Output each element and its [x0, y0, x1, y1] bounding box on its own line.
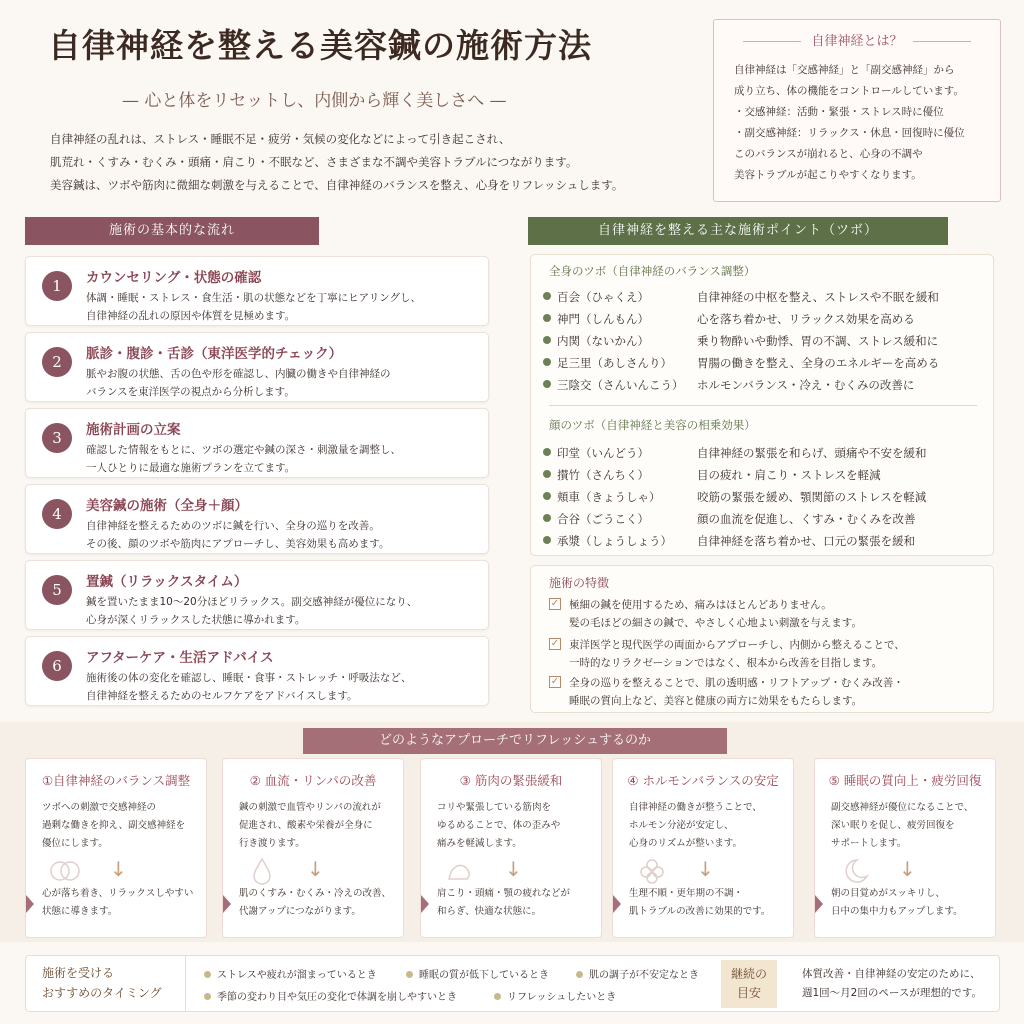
result-line: 肌トラブルの改善に効果的です。 [629, 906, 771, 917]
step-desc-line: 自律神経を整えるためのセルフケアをアドバイスします。 [86, 690, 358, 702]
body-point-row [543, 375, 914, 395]
body-points-heading: 全身のツボ（自律神経のバランス調整） [549, 264, 756, 278]
approach-card-desc [437, 799, 560, 853]
flow-step [25, 484, 489, 554]
step-title: 脈診・腹診・舌診（東洋医学的チェック） [86, 346, 343, 362]
result-line: 生理不順・更年期の不調・ [629, 888, 744, 899]
step-desc-line: 確認した情報をもとに、ツボの選定や鍼の深さ・刺激量を調整し、 [86, 444, 401, 456]
point-desc: 咬筋の緊張を緩め、顎関節のストレスを軽減 [697, 490, 927, 504]
timing-label-line: 施術を受ける [42, 966, 115, 980]
bullet-icon [543, 514, 551, 522]
approach-heading: どのようなアプローチでリフレッシュするのか [303, 728, 727, 754]
desc-line: 心身のリズムが整います。 [629, 838, 743, 849]
flow-step [25, 636, 489, 706]
step-desc-line: 自律神経を整えるためのツボに鍼を行い、全身の巡りを改善。 [86, 520, 380, 532]
desc-line: コリや緊張している筋肉を [437, 802, 552, 813]
bullet-icon [406, 971, 413, 978]
feature-line: 東洋医学と現代医学の両面からアプローチし、内側から整えることで、 [569, 639, 905, 651]
desc-line: 痛みを軽減します。 [437, 838, 522, 849]
approach-card-title: ④ ホルモンバランスの安定 [627, 773, 779, 788]
arrow-down-icon: ↓ [505, 857, 522, 881]
moon-icon [837, 857, 871, 885]
bullet-icon [543, 380, 551, 388]
flower-icon [635, 857, 669, 885]
drop-icon [245, 857, 279, 885]
approach-card [222, 758, 404, 938]
result-line: 和らぎ、快適な状態に。 [437, 906, 542, 917]
point-name: 足三里（あしさんり） [557, 356, 672, 370]
face-point-row [543, 531, 915, 551]
point-desc: ホルモンバランス・冷え・むくみの改善に [697, 378, 915, 392]
marker-icon [421, 895, 429, 913]
step-desc-line: 自律神経の乱れの原因や体質を見極めます。 [86, 310, 296, 322]
step-number: 2 [42, 347, 72, 377]
approach-card-title: ①自律神経のバランス調整 [41, 773, 191, 788]
approach-card-desc [42, 799, 185, 853]
approach-card-result [239, 885, 391, 921]
step-desc-line: その後、顔のツボや筋肉にアプローチし、美容効果も高めます。 [86, 538, 390, 550]
approach-card-result [831, 885, 963, 921]
approach-card [612, 758, 794, 938]
step-title: 施術計画の立案 [86, 422, 181, 438]
arrow-down-icon: ↓ [697, 857, 714, 881]
step-number: 4 [42, 499, 72, 529]
guide-text [802, 965, 982, 1003]
definition-line: ・副交感神経：リラックス・休息・回復時に優位 [734, 127, 965, 139]
definition-box [713, 19, 1001, 202]
flow-step [25, 408, 489, 478]
desc-line: 促進され、酸素や栄養が全身に [239, 820, 373, 831]
bullet-icon [543, 470, 551, 478]
timing-text: ストレスや疲れが溜まっているとき [217, 970, 377, 981]
timing-label-line: おすすめのタイミング [42, 986, 162, 1000]
approach-card-title: ⑤ 睡眠の質向上・疲労回復 [828, 773, 982, 788]
step-title: 美容鍼の施術（全身＋顔） [86, 498, 248, 514]
timing-item [204, 988, 457, 1003]
face-points-heading: 顔のツボ（自律神経と美容の相乗効果） [549, 418, 756, 432]
desc-line: 副交感神経が優位になることで、 [831, 802, 974, 813]
approach-card [25, 758, 207, 938]
flow-step [25, 332, 489, 402]
point-desc: 胃腸の働きを整え、全身のエネルギーを高める [697, 356, 940, 370]
step-desc-line: 鍼を置いたまま10〜20分ほどリラックス。副交感神経が優位になり、 [86, 596, 418, 608]
desc-line: 優位にします。 [42, 838, 108, 849]
step-desc-line: 心身が深くリラックスした状態に導かれます。 [86, 614, 306, 626]
body-point-row [543, 331, 938, 351]
bullet-icon [543, 536, 551, 544]
timing-text: 季節の変わり目や気圧の変化で体調を崩しやすいとき [217, 992, 457, 1003]
definition-body [734, 60, 965, 186]
desc-line: ツボへの刺激で交感神経の [42, 802, 157, 813]
bullet-icon [204, 993, 211, 1000]
face-point-row [543, 487, 926, 507]
marker-icon [26, 895, 34, 913]
point-name: 印堂（いんどう） [557, 446, 649, 460]
face-point-row [543, 443, 927, 463]
definition-line: 自律神経は「交感神経」と「副交感神経」から [734, 64, 955, 76]
desc-line: ホルモン分泌が安定し、 [629, 820, 734, 831]
bullet-icon [543, 492, 551, 500]
point-name: 内関（ないかん） [557, 334, 649, 348]
approach-card-result [437, 885, 570, 921]
result-line: 代謝アップにつながります。 [239, 906, 361, 917]
point-name: 百会（ひゃくえ） [557, 290, 649, 304]
step-title: 置鍼（リラックスタイム） [86, 574, 248, 590]
bullet-icon [543, 336, 551, 344]
approach-card-title: ③ 筋肉の緊張緩和 [459, 773, 563, 788]
step-description [86, 441, 401, 477]
bullet-icon [543, 292, 551, 300]
step-desc-line: 施術後の体の変化を確認し、睡眠・食事・ストレッチ・呼吸法など、 [86, 672, 412, 684]
definition-line: ・交感神経：活動・緊張・ストレス時に優位 [734, 106, 944, 118]
guide-text-line: 体質改善・自律神経の安定のために、 [802, 968, 981, 980]
point-name: 攅竹（さんちく） [557, 468, 649, 482]
arrow-down-icon: ↓ [899, 857, 916, 881]
desc-line: 深い眠りを促し、疲労回復を [831, 820, 955, 831]
brain-icon [48, 857, 82, 885]
step-description [86, 593, 417, 629]
definition-line: 美容トラブルが起こりやすくなります。 [734, 169, 922, 181]
timing-text: 肌の調子が不安定なとき [589, 970, 699, 981]
guide-label-line: 継続の [730, 967, 767, 981]
timing-text: 睡眠の質が低下しているとき [419, 970, 549, 981]
timing-text: リフレッシュしたいとき [507, 992, 617, 1003]
body-point-row [543, 309, 915, 329]
features-box [530, 565, 994, 713]
bullet-icon [543, 358, 551, 366]
desc-line: 行き渡ります。 [239, 838, 305, 849]
timing-item [576, 966, 699, 981]
point-desc: 自律神経の中枢を整え、ストレスや不眠を緩和 [697, 290, 939, 304]
approach-card-result [42, 885, 193, 921]
desc-line: 鍼の刺激で血管やリンパの流れが [239, 802, 381, 813]
points-panel [530, 254, 994, 556]
step-number: 1 [42, 271, 72, 301]
check-icon: ✓ [550, 638, 560, 649]
definition-line: 成り立ち、体の機能をコントロールしています。 [734, 85, 964, 97]
result-line: 朝の目覚めがスッキリし、 [831, 888, 945, 899]
page-subtitle: — 心と体をリセットし、内側から輝く美しさへ — [122, 91, 507, 111]
divider [549, 405, 977, 406]
bullet-icon [576, 971, 583, 978]
flow-heading: 施術の基本的な流れ [25, 217, 319, 245]
result-line: 肩こり・頭痛・顎の疲れなどが [437, 888, 571, 899]
approach-card-result [629, 885, 770, 921]
bullet-icon [543, 314, 551, 322]
desc-line: 過剰な働きを抑え、副交感神経を [42, 820, 186, 831]
guide-label [721, 960, 777, 1008]
arrow-down-icon: ↓ [110, 857, 127, 881]
feature-line: 一時的なリラクゼーションではなく、根本から改善を目指します。 [569, 657, 883, 669]
step-number: 5 [42, 575, 72, 605]
definition-title: 自律神経とは？ [714, 30, 1000, 49]
step-description [86, 365, 391, 401]
approach-card [814, 758, 996, 938]
desc-line: サポートします。 [831, 838, 907, 849]
point-desc: 乗り物酔いや動悸、胃の不調、ストレス緩和に [697, 334, 939, 348]
page-title: 自律神経を整える美容鍼の施術方法 [48, 26, 592, 65]
step-desc-line: 脈やお腹の状態、舌の色や形を確認し、内臓の働きや自律神経の [86, 368, 391, 380]
marker-icon [613, 895, 621, 913]
body-point-row [543, 287, 939, 307]
point-desc: 心を落ち着かせ、リラックス効果を高める [697, 312, 915, 326]
approach-card-title: ② 血流・リンパの改善 [249, 773, 377, 788]
body-point-row [543, 353, 939, 373]
step-title: カウンセリング・状態の確認 [86, 270, 262, 286]
point-desc: 自律神経の緊張を和らげ、頭痛や不安を緩和 [697, 446, 927, 460]
bullet-icon [494, 993, 501, 1000]
definition-line: このバランスが崩れると、心身の不調や [734, 148, 923, 160]
muscle-icon [443, 857, 477, 885]
marker-icon [223, 895, 231, 913]
step-desc-line: 一人ひとりに最適な施術プランを立てます。 [86, 462, 296, 474]
feature-line: 極細の鍼を使用するため、痛みはほとんどありません。 [569, 599, 832, 611]
approach-card [420, 758, 602, 938]
desc-line: 自律神経の働きが整うことで、 [629, 802, 762, 813]
timing-item [204, 966, 377, 981]
guide-text-line: 週1回〜月2回のペースが理想的です。 [802, 987, 982, 999]
point-desc: 顔の血流を促進し、くすみ・むくみを改善 [697, 512, 916, 526]
approach-card-desc [831, 799, 973, 853]
point-name: 三陰交（さんいんこう） [557, 378, 684, 392]
timing-label [26, 956, 186, 1011]
bullet-icon [204, 971, 211, 978]
feature-line: 髪の毛ほどの細さの鍼で、やさしく心地よい刺激を与えます。 [569, 617, 862, 629]
intro-line: 美容鍼は、ツボや筋肉に微細な刺激を与えることで、自律神経のバランスを整え、心身をリフレッシュします。 [50, 178, 624, 192]
intro-line: 肌荒れ・くすみ・むくみ・頭痛・肩こり・不眠など、さまざまな不調や美容トラブルにつながります。 [50, 155, 578, 169]
result-line: 心が落ち着き、リラックスしやすい [42, 888, 194, 899]
result-line: 状態に導きます。 [42, 906, 118, 917]
step-title: アフターケア・生活アドバイス [86, 650, 274, 666]
features-title: 施術の特徴 [549, 576, 610, 590]
approach-card-desc [629, 799, 762, 853]
check-icon: ✓ [550, 598, 560, 609]
flow-step [25, 560, 489, 630]
step-number: 3 [42, 423, 72, 453]
step-description [86, 289, 421, 325]
point-desc: 目の疲れ・肩こり・ストレスを軽減 [697, 468, 881, 482]
approach-card-desc [239, 799, 381, 853]
result-line: 肌のくすみ・むくみ・冷えの改善、 [239, 888, 392, 899]
guide-label-line: 目安 [736, 986, 761, 1000]
intro-line: 自律神経の乱れは、ストレス・睡眠不足・疲労・気候の変化などによって引き起こされ、 [50, 132, 511, 146]
intro-text [50, 128, 690, 197]
point-name: 神門（しんもん） [557, 312, 649, 326]
face-point-row [543, 465, 881, 485]
bullet-icon [543, 448, 551, 456]
point-name: 頬車（きょうしゃ） [557, 490, 661, 504]
step-description [86, 669, 411, 705]
flow-step [25, 256, 489, 326]
step-number: 6 [42, 651, 72, 681]
step-desc-line: バランスを東洋医学の視点から分析します。 [86, 386, 295, 398]
marker-icon [815, 895, 823, 913]
step-desc-line: 体調・睡眠・ストレス・食生活・肌の状態などを丁寧にヒアリングし、 [86, 292, 422, 304]
feature-line: 全身の巡りを整えることで、肌の透明感・リフトアップ・むくみ改善・ [569, 677, 904, 689]
result-line: 日中の集中力もアップします。 [831, 906, 963, 917]
arrow-down-icon: ↓ [307, 857, 324, 881]
step-description [86, 517, 389, 553]
desc-line: ゆるめることで、体の歪みや [437, 820, 561, 831]
point-name: 合谷（ごうこく） [557, 512, 649, 526]
timing-item [494, 988, 616, 1003]
point-desc: 自律神経を落ち着かせ、口元の緊張を緩和 [697, 534, 916, 548]
points-heading: 自律神経を整える主な施術ポイント（ツボ） [528, 217, 948, 245]
check-icon: ✓ [550, 676, 560, 687]
face-point-row [543, 509, 916, 529]
footer-box [25, 955, 1000, 1012]
point-name: 承漿（しょうしょう） [557, 534, 672, 548]
feature-line: 睡眠の質向上など、美容と健康の両方に効果をもたらします。 [569, 695, 863, 707]
timing-item [406, 966, 549, 981]
